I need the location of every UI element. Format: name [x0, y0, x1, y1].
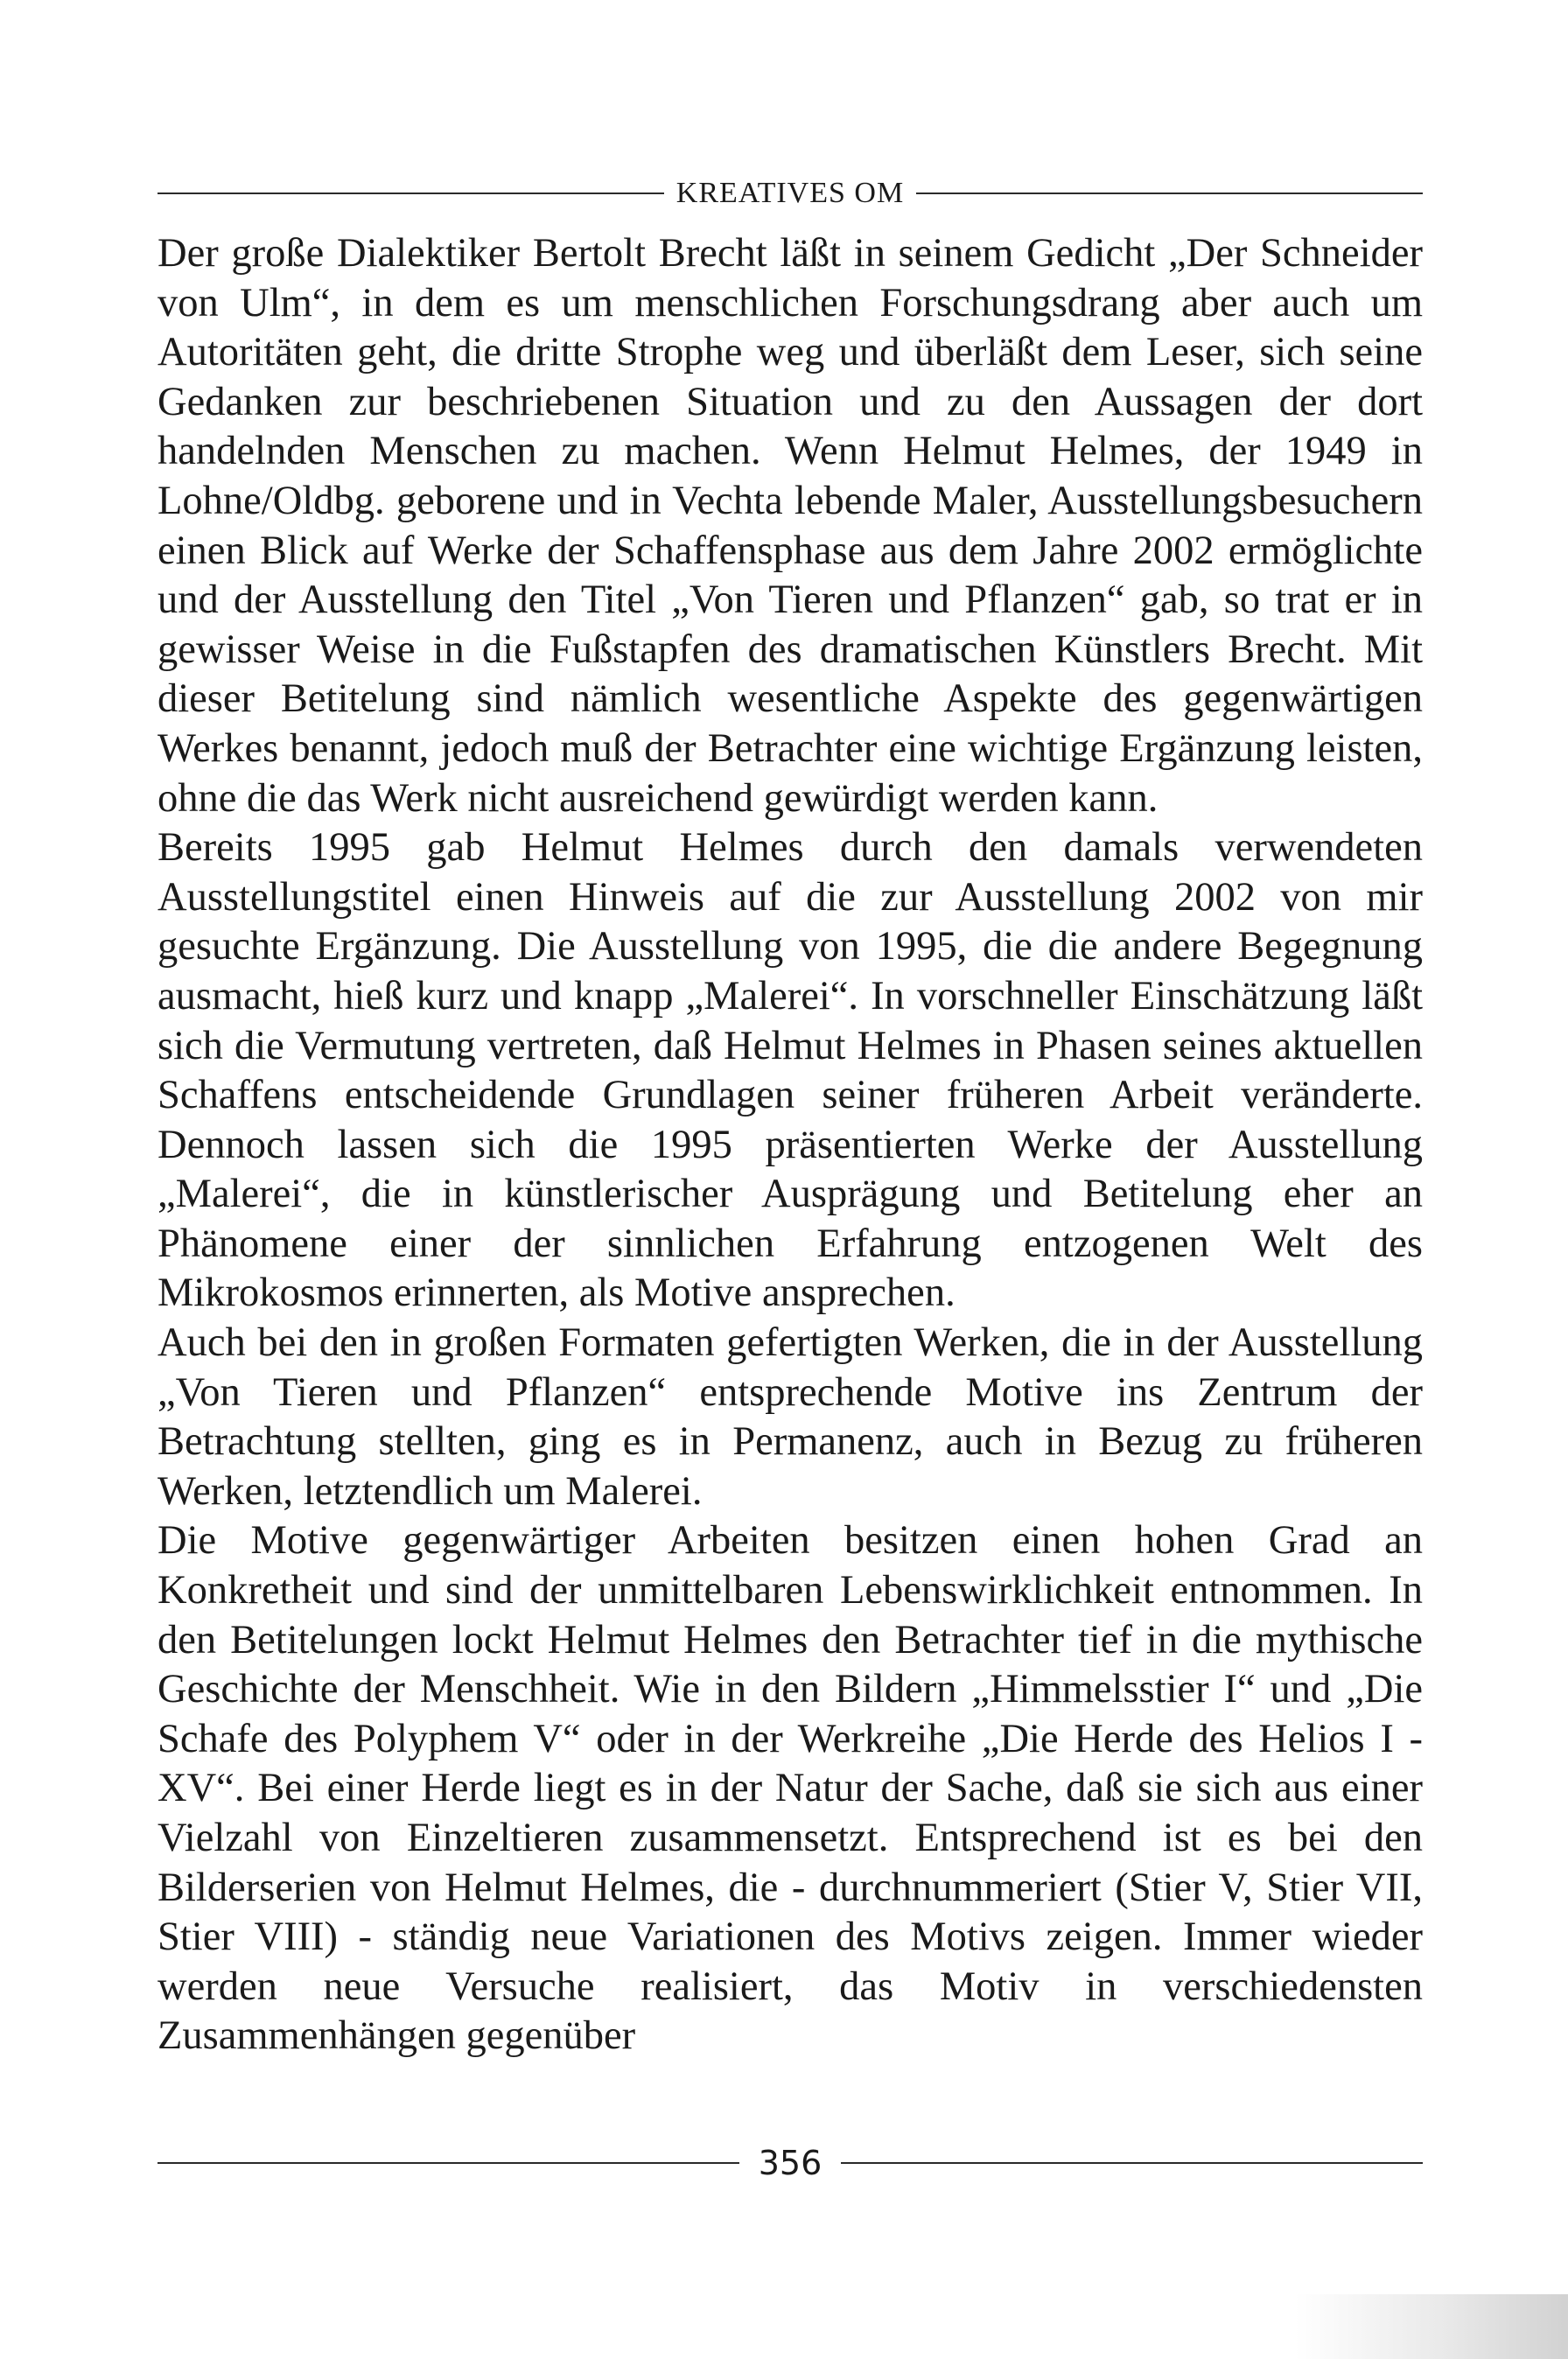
page-footer — [158, 2137, 1423, 2189]
body-text — [158, 229, 1423, 2062]
paragraph-4: Die Motive gegenwärtiger Arbeiten besitzen einen hohen Grad an Konkretheit und sind der unmittelbaren Lebenswirklichkeit entnommen. In den Betitelungen lockt Helmut Helmes den Betrachter tief in die mythische Geschichte der Menschheit. Wie in den Bildern „Himmelsstier I“ und „Die Schafe des Polyphem V“ oder in der Werkreihe „Die Herde des Helios I - XV“. Bei einer Herde liegt es in der Natur der Sache, daß sie sich aus einer Vielzahl von Einzeltieren zusammensetzt. Entsprechend ist es bei den Bilderserien von Helmut Helmes, die - durchnummeriert (Stier V, Stier VII, Stier VIII) - ständig neue Variationen des Motivs zeigen. Immer wieder werden neue Versuche realisiert, das Motiv in verschiedensten Zusammenhängen gegenüber — [158, 1518, 1423, 2059]
header-rule-right — [916, 192, 1423, 194]
paragraph-2: Bereits 1995 gab Helmut Helmes durch den damals verwendeten Ausstellungstitel einen Hinweis auf die zur Ausstellung 2002 von mir gesuchte Ergänzung. Die Ausstellung von 1995, die die andere Begegnung ausmacht, hieß kurz und knapp „Malerei“. In vorschneller Einschätzung läßt sich die Vermutung vertreten, daß Helmut Helmes in Phasen seines aktuellen Schaffens entscheidende Grundlagen seiner früheren Arbeit veränderte. Dennoch lassen sich die 1995 präsentierten Werke der Ausstellung „Malerei“, die in künstlerischer Ausprägung und Betitelung eher an Phänomene einer der sinnlichen Erfahrung entzogenen Welt des Mikrokosmos erinnerten, als Motive ansprechen. — [158, 825, 1423, 1316]
footer-rule-left — [158, 2162, 739, 2164]
running-header — [158, 172, 1423, 215]
paragraph-3: Auch bei den in großen Formaten gefertigten Werken, die in der Ausstellung „Von Tieren und Pflanzen“ entsprechende Motive ins Zentrum der Betrachtung stellten, ging es in Permanenz, auch in Bezug zu früheren Werken, letztendlich um Malerei. — [158, 1320, 1423, 1514]
scan-shadow — [1295, 2294, 1568, 2359]
paragraph-1: Der große Dialektiker Bertolt Brecht läßt in seinem Gedicht „Der Schneider von Ulm“, in dem es um menschlichen Forschungsdrang aber auch um Autoritäten geht, die dritte Strophe weg und überläßt dem Leser, sich seine Gedanken zur beschriebenen Situation und zu den Aussagen der dort handelnden Menschen zu machen. Wenn Helmut Helmes, der 1949 in Lohne/Oldbg. geborene und in Vechta lebende Maler, Ausstellungsbesuchern einen Blick auf Werke der Schaffensphase aus dem Jahre 2002 ermöglichte und der Ausstellung den Titel „Von Tieren und Pflanzen“ gab, so trat er in gewisser Weise in die Fußstapfen des dramatischen Künstlers Brecht. Mit dieser Betitelung sind nämlich wesentliche Aspekte des gegenwärtigen Werkes benannt, jedoch muß der Betrachter eine wichtige Ergänzung leisten, ohne die das Werk nicht ausreichend gewürdigt werden kann. — [158, 231, 1423, 821]
page-number: 356 — [758, 2144, 822, 2182]
footer-rule-right — [841, 2162, 1423, 2164]
running-header-title: KREATIVES OM — [676, 177, 905, 209]
header-rule-left — [158, 192, 664, 194]
